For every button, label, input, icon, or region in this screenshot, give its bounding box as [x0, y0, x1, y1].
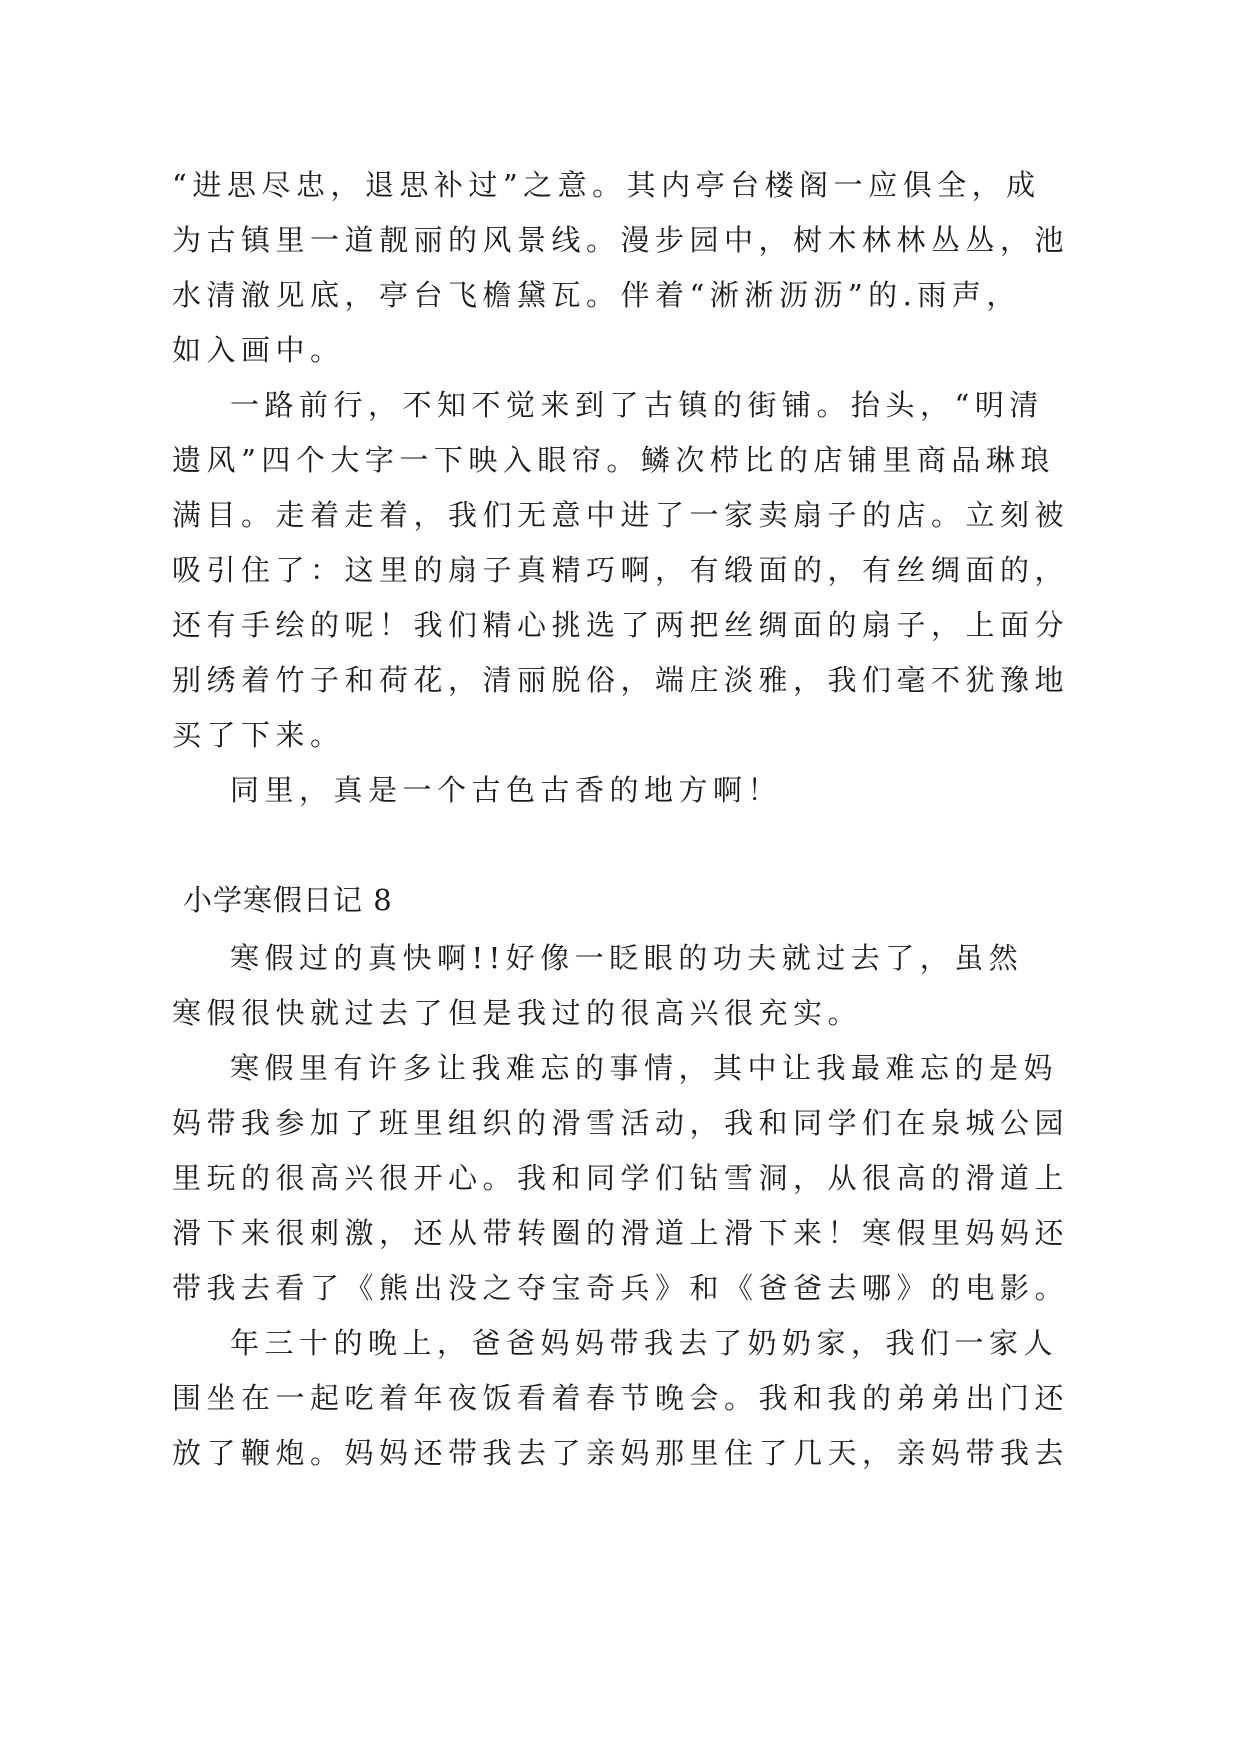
text-line — [0, 485, 1241, 545]
text-line — [0, 1203, 1241, 1263]
text-line — [0, 210, 1241, 270]
text-line-content: 寒假很快就过去了但是我过的很高兴很充实。 — [172, 996, 863, 1030]
text-line — [0, 705, 1241, 765]
text-line-content: 带我去看了《熊出没之夺宝奇兵》和《爸爸去哪》的电影。 — [172, 1271, 1070, 1305]
text-line-content: 同里，真是一个古色古香的地方啊！ — [230, 773, 783, 807]
paragraph-first-line — [0, 1038, 1241, 1098]
text-line-content: 如入画中。 — [172, 333, 345, 367]
text-line-content: 水清澈见底，亭台飞檐黛瓦。伴着“淅淅沥沥”的.雨声， — [172, 278, 1021, 312]
text-line-content: 满目。走着走着，我们无意中进了一家卖扇子的店。立刻被 — [172, 498, 1070, 532]
text-line-content: 遗风”四个大字一下映入眼帘。鳞次栉比的店铺里商品琳琅 — [172, 443, 1055, 477]
paragraph-first-line — [0, 928, 1241, 988]
text-line-content: 里玩的很高兴很开心。我和同学们钻雪洞，从很高的滑道上 — [172, 1161, 1070, 1195]
text-line-content: 寒假里有许多让我难忘的事情，其中让我最难忘的是妈 — [230, 1051, 1059, 1085]
text-line — [0, 1423, 1241, 1483]
paragraph-first-line — [0, 760, 1241, 820]
text-line — [0, 1148, 1241, 1208]
text-line-content: “进思尽忠，退思补过”之意。其内亭台楼阁一应俱全，成 — [172, 168, 1041, 202]
text-line-content: 寒假过的真快啊!!好像一眨眼的功夫就过去了，虽然 — [230, 941, 1024, 975]
text-line — [0, 983, 1241, 1043]
text-line-content: 为古镇里一道靓丽的风景线。漫步园中，树木林林丛丛，池 — [172, 223, 1070, 257]
text-line — [0, 320, 1241, 380]
text-line — [0, 650, 1241, 710]
text-line-content: 一路前行，不知不觉来到了古镇的街铺。抬头，“明清 — [230, 388, 1044, 422]
text-line — [0, 430, 1241, 490]
paragraph-first-line — [0, 1313, 1241, 1373]
section-heading — [0, 870, 1241, 930]
text-line-content: 滑下来很刺激，还从带转圈的滑道上滑下来！寒假里妈妈还 — [172, 1216, 1070, 1250]
text-line — [0, 265, 1241, 325]
text-line — [0, 595, 1241, 655]
text-line-content: 还有手绘的呢！我们精心挑选了两把丝绸面的扇子，上面分 — [172, 608, 1070, 642]
text-line-content: 妈带我参加了班里组织的滑雪活动，我和同学们在泉城公园 — [172, 1106, 1070, 1140]
text-line-content: 吸引住了：这里的扇子真精巧啊，有缎面的，有丝绸面的， — [172, 553, 1070, 587]
text-line-content: 买了下来。 — [172, 718, 345, 752]
text-line — [0, 1368, 1241, 1428]
text-line-content: 年三十的晚上，爸爸妈妈带我去了奶奶家，我们一家人 — [230, 1326, 1059, 1360]
text-line-content: 别绣着竹子和荷花，清丽脱俗，端庄淡雅，我们毫不犹豫地 — [172, 663, 1070, 697]
text-line-content: 放了鞭炮。妈妈还带我去了亲妈那里住了几天，亲妈带我去 — [172, 1436, 1070, 1470]
text-line — [0, 540, 1241, 600]
text-line-content: 围坐在一起吃着年夜饭看着春节晚会。我和我的弟弟出门还 — [172, 1381, 1070, 1415]
text-line — [0, 1258, 1241, 1318]
paragraph-first-line — [0, 375, 1241, 435]
section-heading-text: 小学寒假日记 8 — [183, 883, 393, 917]
text-line — [0, 155, 1241, 215]
text-line — [0, 1093, 1241, 1153]
